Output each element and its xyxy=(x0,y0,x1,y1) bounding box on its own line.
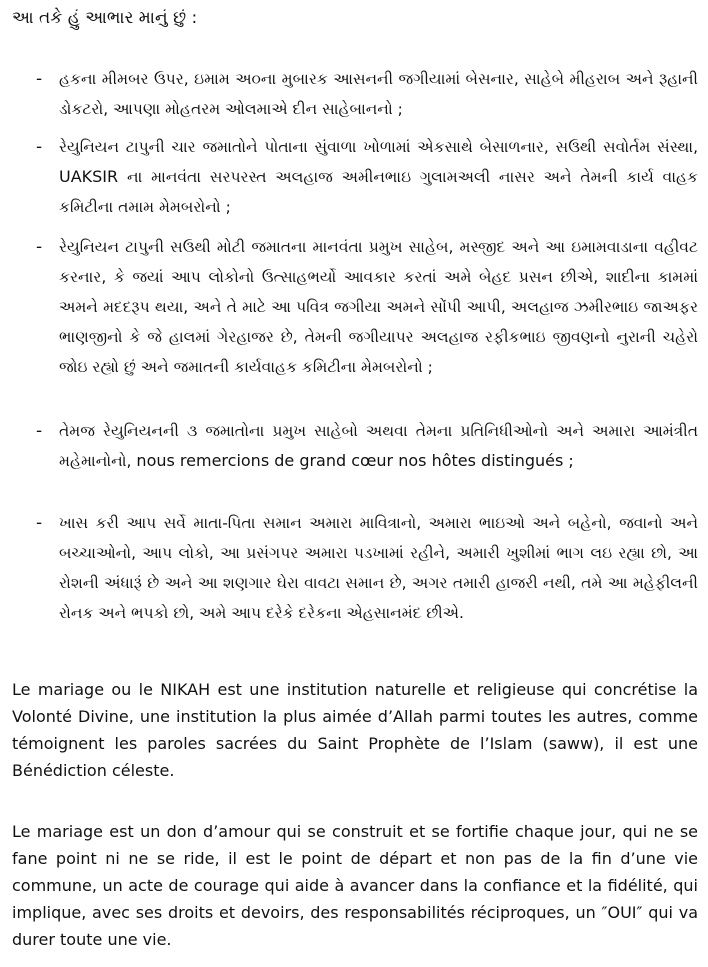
gratitude-heading: આ તકે હું આભાર માનું છું : xyxy=(12,8,198,28)
item-text-part: રેયુનિયન ટાપુની ચાર જમાતોને પોતાના સુંવાળા ખોળામાં એકસાથે બેસાળનાર, સઉથી સવોર્તમ સંસ્થા, xyxy=(59,138,698,156)
gratitude-item-text: હકના મીમબર ઉપર, ઇમામ અ૦ના મુબારક આસનની જગીયામાં બેસનાર, સાહેબે મીહરાબ અને રૂહાની ડોકટરો, આપણા મોહતરમ ઓલમાએ દીન સાહેબાનનો ; xyxy=(59,70,698,118)
gratitude-item-text xyxy=(59,416,698,476)
item-text-part: તેમજ રેયુનિયનની ૩ જમાતોના પ્રમુખ સાહેબો અથવા તેમના પ્રતિનિધીઓનો અને અમારા આમંત્રીત મહેમાનોનો, xyxy=(59,422,698,470)
organization-name: UAKSIR xyxy=(59,167,119,186)
marriage-paragraph: Le mariage est un don d’amour qui se construit et se fortifie chaque jour, qui ne se fane point ni ne se ride, il est le point de départ et non pas de la fin d’une vie commune, un acte de courage qui aide à avancer dans la confiance et la fidélité, qui implique, avec ses droits et devoirs, des responsabilités réciproques, un ″OUI″ qui va durer toute une vie. xyxy=(12,822,698,949)
gratitude-item-2 xyxy=(36,132,698,222)
gratitude-item-text: ખાસ કરી આપ સર્વે માતા-પિતા સમાન અમારા માવિત્રાનો, અમારા ભાઇઓ અને બહેનો, જવાનો અને બચ્ચાઓનો, આપ લોકો, આ પ્રસંગપર અમારા પડખામાં રહીને, અમારી ખુશીમાં ભાગ લઇ રહ્યા છો, આ રોશની અંધારૂં છે અને આ શણગાર ઘેરા વાવટા સમાન છે, અગર તમારી હાજરી નથી, તમે આ મહેફીલની રોનક અને ભપકો છો, અમે આપ દરેકે દરેકના એહસાનમંદ છીએ. xyxy=(59,514,698,622)
list-marker: - xyxy=(36,421,43,441)
list-marker: - xyxy=(36,237,43,257)
item-text-part: ના માનવંતા સરપરસ્ત અલહાજ અમીનભાઇ ગુલામઅલી નાસર અને તેમની કાર્ય વાહક કમિટીના તમામ મેમબરોનો ; xyxy=(59,168,698,216)
gratitude-item-text: રેયુનિયન ટાપુની સઉથી મોટી જમાતના માનવંતા પ્રમુખ સાહેબ, મસ્જીદ અને આ ઇમામવાડાના વહીવટ કરનાર, કે જયાં આપ લોકોનો ઉત્સાહભર્યો આવકાર કરતાં અમે બેહદ પ્રસન છીએ, શાદીના કામમાં અમને મદદરૂપ થયા, અને તે માટે આ પવિત્ર જગીયા અમને સોંપી આપી, અલહાજ ઝમીરભાઇ જાઅફર ભાણજીનો કે જે હાલમાં ગેરહાજર છે, તેમની જગીયાપર અલહાજ રફીકભાઇ જીવણનો નુરાની ચહેરો જોઇ રહ્યો છું અને જમાતની કાર્યવાહક કમિટીના મેમબરોનો ; xyxy=(59,238,698,376)
gratitude-item-4 xyxy=(36,416,698,476)
gratitude-item-1 xyxy=(36,64,698,124)
gratitude-item-text xyxy=(59,132,698,222)
list-marker: - xyxy=(36,137,43,157)
list-marker: - xyxy=(36,69,43,89)
gratitude-item-5 xyxy=(36,508,698,628)
gratitude-item-3 xyxy=(36,232,698,382)
french-text: nous remercions de grand cœur nos hôtes distingués ; xyxy=(136,451,574,470)
nikah-paragraph: Le mariage ou le NIKAH est une institution naturelle et religieuse qui concrétise la Volonté Divine, une institution la plus aimée d’Allah parmi toutes les autres, comme témoignent les paroles sacrées du Saint Prophète de l’Islam (saww), il est une Bénédiction céleste. xyxy=(12,680,698,780)
list-marker: - xyxy=(36,513,43,533)
